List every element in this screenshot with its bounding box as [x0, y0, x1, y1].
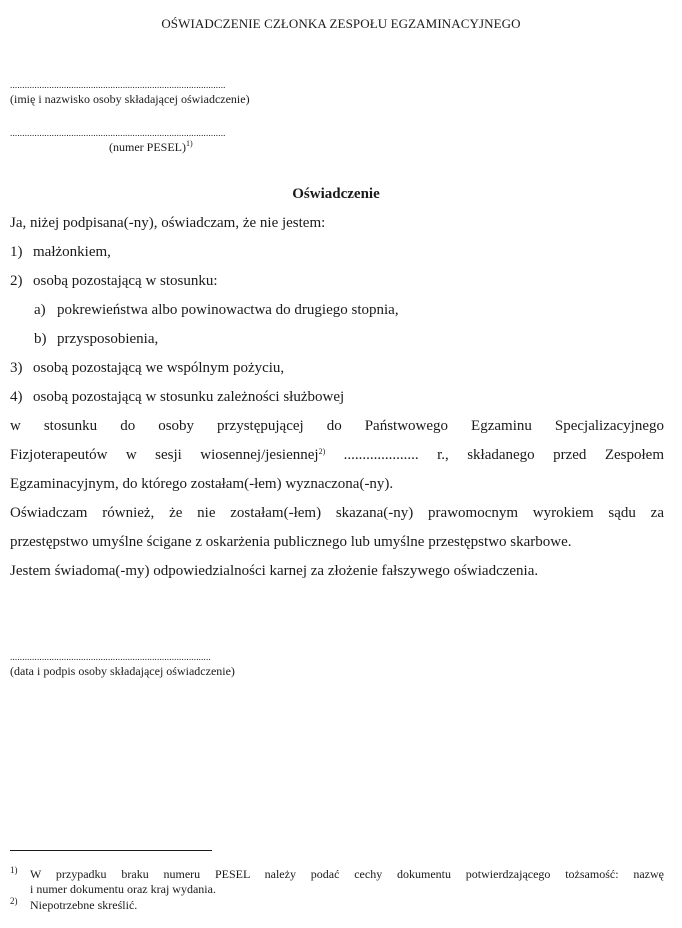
- list-item: [10, 243, 111, 262]
- paragraph-line: Egzaminacyjnym, do którego zostałam(-łem) wyznaczona(-ny).: [10, 476, 394, 492]
- paragraph-line-part: Fizjoterapeutów w sesji wiosennej/jesiennej: [10, 447, 319, 463]
- document-title: OŚWIADCZENIE CZŁONKA ZESPOŁU EGZAMINACYJNEGO: [161, 16, 521, 31]
- sub-list-item: [34, 330, 158, 349]
- list-item-number: 3): [10, 360, 23, 376]
- paragraph-line: Oświadczam również, że nie zostałam(-łem) skazana(-ny) prawomocnym wyrokiem sądu za: [10, 505, 664, 521]
- list-item-text: osobą pozostającą w stosunku zależności służbowej: [33, 389, 345, 405]
- intro-text: Ja, niżej podpisana(-ny), oświadczam, że nie jestem:: [10, 215, 326, 231]
- signature-caption: (data i podpis osoby składającej oświadczenie): [10, 664, 235, 678]
- pesel-caption: [109, 140, 193, 155]
- sub-list-item-letter: a): [34, 302, 46, 318]
- paragraph-line-part: .................... r., składanego przed Zespołem: [325, 447, 664, 463]
- footnote-mark: 1): [10, 865, 18, 875]
- list-item-text: osobą pozostającą we wspólnym pożyciu,: [33, 360, 285, 376]
- paragraph-line: przestępstwo umyślne ścigane z oskarżenia publicznego lub umyślne przestępstwo skarbowe.: [10, 534, 572, 550]
- sub-list-item-letter: b): [34, 331, 47, 347]
- list-item-text: małżonkiem,: [33, 244, 111, 260]
- paragraph-line: w stosunku do osoby przystępującej do Państwowego Egzaminu Specjalizacyjnego: [10, 418, 664, 434]
- list-item: [10, 359, 284, 378]
- footnote-text: W przypadku braku numeru PESEL należy podać cechy dokumentu potwierdzającego tożsamość: nazwę: [30, 867, 664, 881]
- footnote-text: Niepotrzebne skreślić.: [30, 898, 138, 912]
- list-item-text: osobą pozostającą w stosunku:: [33, 273, 218, 289]
- session-footnote-ref: 2): [318, 447, 326, 456]
- paragraph-line: [10, 446, 664, 465]
- footnote-separator: [10, 850, 212, 851]
- list-item-number: 2): [10, 273, 23, 289]
- pesel-footnote-ref: 1): [186, 139, 193, 148]
- pesel-caption-text: (numer PESEL): [109, 140, 186, 154]
- sub-list-item-text: pokrewieństwa albo powinowactwa do drugiego stopnia,: [57, 302, 399, 318]
- list-item: [10, 388, 344, 407]
- list-item-number: 1): [10, 244, 23, 260]
- section-heading: Oświadczenie: [292, 186, 380, 202]
- paragraph-line: Jestem świadoma(-my) odpowiedzialności karnej za złożenie fałszywego oświadczenia.: [10, 563, 539, 579]
- name-dotted-line: ........................................................................................: [10, 80, 226, 90]
- sub-list-item: [34, 301, 399, 320]
- signature-dotted-line: ..................................................................................: [10, 652, 211, 662]
- name-caption: (imię i nazwisko osoby składającej oświadczenie): [10, 92, 250, 106]
- sub-list-item-text: przysposobienia,: [57, 331, 159, 347]
- footnote-mark: 2): [10, 896, 18, 906]
- list-item: [10, 272, 218, 291]
- pesel-dotted-line: ........................................................................................: [10, 128, 226, 138]
- list-item-number: 4): [10, 389, 23, 405]
- footnote-text: i numer dokumentu oraz kraj wydania.: [30, 882, 216, 896]
